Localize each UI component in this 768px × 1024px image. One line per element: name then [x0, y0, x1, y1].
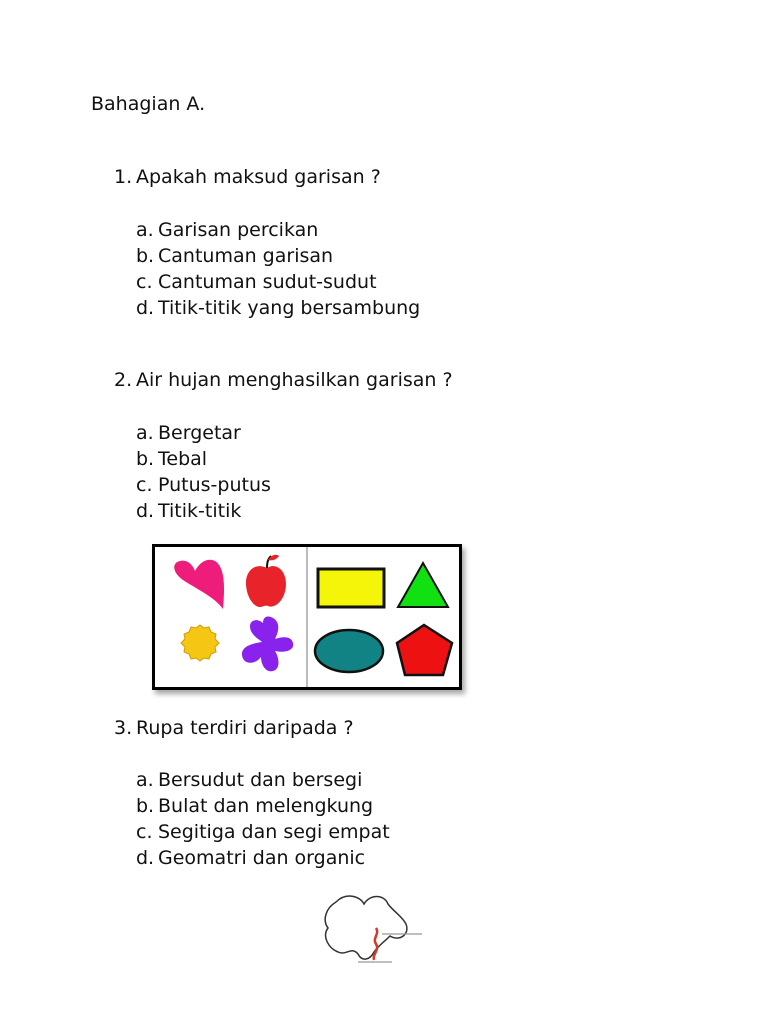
option-3b: b. Bulat dan melengkung	[136, 795, 374, 817]
option-3c: c. Segitiga dan segi empat	[136, 821, 390, 843]
option-2c: c. Putus-putus	[136, 474, 271, 496]
apple-shape	[246, 555, 286, 607]
ellipse-shape	[315, 630, 383, 672]
triangle-shape	[398, 563, 448, 607]
option-1b: b. Cantuman garisan	[136, 245, 334, 267]
option-1c: c. Cantuman sudut-sudut	[136, 271, 377, 293]
question-3	[114, 717, 354, 739]
rectangle-shape	[318, 569, 384, 607]
option-2b: b. Tebal	[136, 448, 208, 470]
question-number: 2.	[114, 369, 133, 391]
option-2a: a. Bergetar	[136, 422, 241, 444]
line-doodle-image	[318, 890, 442, 970]
heart-shape	[174, 560, 224, 609]
question-text: Rupa terdiri daripada ?	[136, 717, 354, 739]
sun-shape	[181, 625, 219, 661]
option-1a: a. Garisan percikan	[136, 219, 319, 241]
question-text: Air hujan menghasilkan garisan ?	[136, 369, 453, 391]
pentagon-shape	[397, 625, 452, 675]
option-2d: d. Titik-titik	[136, 500, 242, 522]
question-1-options	[136, 217, 420, 321]
question-1	[114, 166, 381, 188]
question-2-options	[136, 420, 271, 524]
question-2	[114, 369, 453, 391]
flower-shape	[242, 616, 293, 671]
option-3d: d. Geomatri dan organic	[136, 847, 366, 869]
section-title: Bahagian A.	[91, 93, 206, 115]
shapes-illustration	[152, 544, 462, 690]
question-text: Apakah maksud garisan ?	[136, 166, 381, 188]
option-1d: d. Titik-titik yang bersambung	[136, 297, 421, 319]
shapes-canvas	[155, 547, 459, 687]
option-3a: a. Bersudut dan bersegi	[136, 769, 363, 791]
question-3-options	[136, 767, 390, 871]
question-number: 3.	[114, 717, 133, 739]
question-number: 1.	[114, 166, 133, 188]
